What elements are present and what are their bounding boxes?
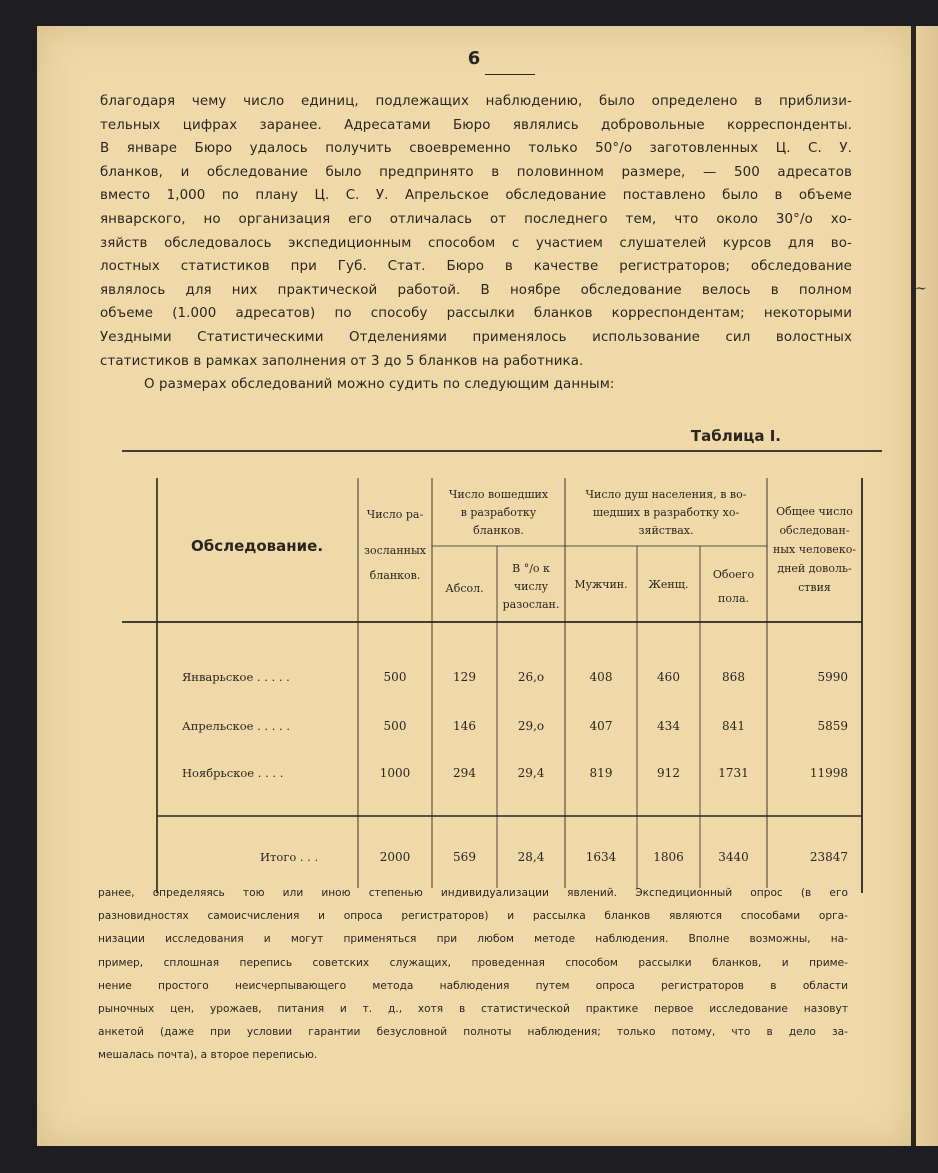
data-table (122, 448, 882, 893)
header-pct-3: разослан. (502, 598, 560, 611)
body-line: статистиков в рамках заполнения от 3 до 5 бланков на работника. (100, 353, 584, 369)
body-line: являлось для них практической работой. В ноябре обследование велось в полном (100, 282, 852, 298)
cell-male: 407 (589, 719, 613, 733)
edge-mark: ~ (915, 281, 927, 297)
total-both: 3440 (718, 850, 749, 864)
row-label (182, 765, 302, 782)
header-sent-2: зосланных (364, 544, 426, 557)
header-received-1: Число вошедших (448, 488, 549, 501)
total-days: 23847 (809, 850, 848, 864)
header-souls-3: зяйствах. (638, 524, 694, 537)
header-abs: Абсол. (445, 582, 484, 595)
page-number-rule (485, 74, 535, 75)
cell-abs: 146 (453, 719, 476, 733)
total-male: 1634 (585, 850, 617, 864)
header-souls-2: шедших в разработку хо- (592, 506, 740, 519)
total-pct: 28,4 (517, 850, 545, 864)
total-label (260, 849, 360, 866)
cell-sent: 500 (383, 670, 407, 684)
body-line: лостных статистиков при Губ. Стат. Бюро в качестве регистраторов; обследование (100, 259, 852, 275)
body-line: январского, но организация его отличалась от последнего тем, что около 30°/о хо- (100, 211, 852, 227)
total-sent: 2000 (379, 850, 411, 864)
header-pct-2: числу (513, 580, 549, 593)
row-label-text: Апрельское (182, 719, 254, 733)
footnote-line: мешалась почта), а второе переписью. (98, 1049, 318, 1062)
cell-abs: 129 (453, 670, 476, 684)
row-label-text: Ноябрьское (182, 766, 255, 780)
footnote-line: анкетой (даже при условии гарантии безусловной полноты наблюдения; только потому, что в дело за- (98, 1026, 848, 1039)
row-label (182, 718, 302, 735)
total-abs: 569 (453, 850, 476, 864)
header-female: Женщ. (648, 578, 689, 591)
total-leader-dots: . . . (299, 850, 319, 864)
body-line: вместо 1,000 по плану Ц. С. У. Апрельское обследование поставлено было в объеме (100, 188, 852, 204)
cell-days: 5859 (817, 719, 848, 733)
footnote-line: разновидностях самоисчисления и опроса регистраторов) и рассылка бланков являются способами орга- (98, 910, 848, 923)
adjacent-page-edge (911, 26, 938, 1146)
cell-sent: 500 (383, 719, 407, 733)
header-received-2: в разработку (460, 506, 537, 519)
header-souls-1: Число душ населения, в во- (585, 488, 747, 501)
cell-female: 434 (657, 719, 680, 733)
header-both-1: Обоего (712, 568, 755, 581)
cell-sent: 1000 (379, 766, 411, 780)
row-leader-dots: . . . . . (257, 719, 291, 733)
row-label (182, 669, 302, 686)
cell-male: 408 (589, 670, 613, 684)
header-male: Мужчин. (574, 578, 628, 591)
cell-abs: 294 (453, 766, 476, 780)
footnote-line: ранее, определяясь тою или иною степенью индивидуализации явлений. Экспедиционный опрос (в его (98, 887, 848, 899)
cell-both: 868 (722, 670, 745, 684)
cell-pct: 26,о (517, 670, 545, 684)
body-text (100, 90, 852, 397)
header-survey: Обследование. (190, 537, 324, 555)
row-label-text: Январьское (182, 670, 254, 684)
body-line: благодаря чему число единиц, подлежащих наблюдению, было определено в приблизи- (100, 94, 852, 109)
total-label-text: Итого (260, 850, 297, 864)
header-days-5: ствия (798, 581, 831, 594)
header-sent-1: Число ра- (366, 508, 424, 521)
header-days-2: обследован- (779, 524, 850, 537)
cell-pct: 29,4 (517, 766, 545, 780)
cell-both: 841 (722, 719, 745, 733)
footnote (98, 882, 848, 1068)
body-line: бланков, и обследование было предпринято в половинном размере, — 500 адресатов (100, 164, 852, 180)
header-pct-1: В °/о к (512, 562, 550, 575)
total-female: 1806 (653, 850, 684, 864)
body-line: объеме (1.000 адресатов) по способу рассылки бланков корреспондентам; некоторыми (100, 306, 852, 322)
document-page (37, 26, 911, 1146)
body-line: зяйств обследовалось экспедиционным способом с участием слушателей курсов для во- (100, 235, 852, 251)
footnote-line: низации исследования и могут применяться при любом методе наблюдения. Вполне возможны, на- (98, 933, 848, 946)
cell-male: 819 (589, 766, 613, 780)
cell-female: 912 (657, 766, 680, 780)
header-both-2: пола. (718, 592, 749, 605)
table-caption: Таблица I. (690, 427, 781, 445)
header-days-1: Общее число (776, 505, 853, 518)
footnote-line: рыночных цен, урожаев, питания и т. д., хотя в статистической практике первое исследование назовут (98, 1003, 848, 1016)
header-received-3: бланков. (473, 524, 524, 537)
header-sent-3: бланков. (369, 569, 421, 582)
body-line: тельных цифрах заранее. Адресатами Бюро являлись добровольные корреспонденты. (100, 117, 852, 133)
footnote-line: нение простого неисчерпывающего метода наблюдения путем опроса регистраторов в области (98, 979, 848, 992)
row-leader-dots: . . . . (257, 766, 284, 780)
header-days-3: ных человеко- (772, 543, 857, 556)
page-number: 6 (467, 48, 481, 69)
cell-days: 11998 (809, 766, 848, 780)
footnote-line: пример, сплошная перепись советских служащих, проведенная способом рассылки бланков, и приме- (98, 956, 848, 969)
body-line: Уездными Статистическими Отделениями применялось использование сил волостных (100, 329, 852, 345)
body-line-intro: О размерах обследований можно судить по следующим данным: (144, 377, 615, 393)
header-days-4: дней доволь- (777, 562, 852, 575)
body-line: В январе Бюро удалось получить своевременно только 50°/о заготовленных Ц. С. У. (100, 141, 852, 157)
cell-both: 1731 (718, 766, 749, 780)
cell-female: 460 (657, 670, 680, 684)
row-leader-dots: . . . . . (256, 670, 290, 684)
cell-pct: 29,о (517, 719, 545, 733)
cell-days: 5990 (817, 670, 848, 684)
